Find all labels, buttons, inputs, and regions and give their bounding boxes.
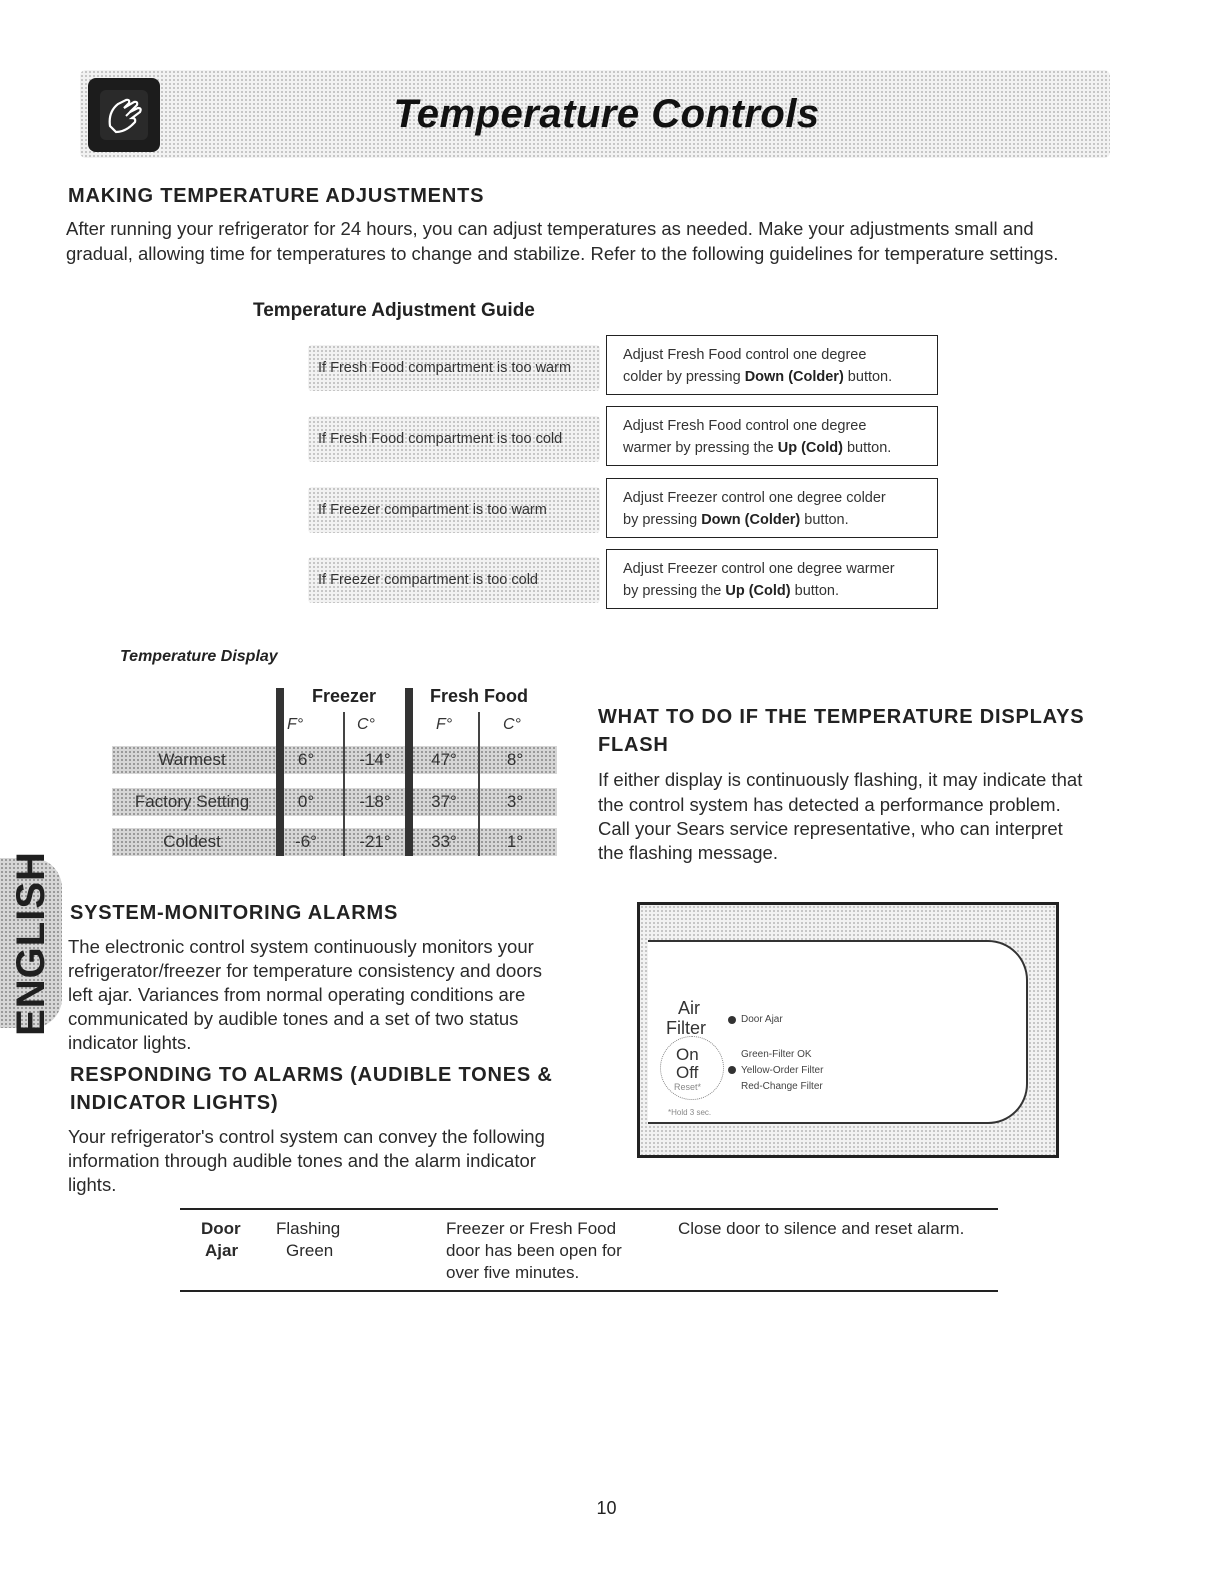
alarms-line-3: left ajar. Variances from normal operating conditions are [68, 984, 526, 1005]
guide-condition-2: If Fresh Food compartment is too cold [308, 416, 600, 462]
language-tab-label: ENGLISH [8, 850, 53, 1036]
alarm-indicator: Flashing Green [276, 1219, 341, 1260]
display-row-factory-setting: Factory Setting 0° -18° 37° 3° [112, 788, 557, 816]
page-number: 10 [596, 1498, 617, 1518]
table-divider-line [478, 712, 480, 856]
yellow-filter-label: Yellow-Order Filter [741, 1065, 824, 1076]
alarms-line-2: refrigerator/freezer for temperature consistency and doors [68, 960, 543, 981]
fresh-food-header: Fresh Food [430, 686, 528, 706]
reset-label: Reset* [674, 1082, 702, 1092]
guide-condition-1: If Fresh Food compartment is too warm [308, 345, 600, 391]
temperature-display-label: Temperature Display [120, 648, 278, 665]
table-divider-bar [276, 688, 284, 856]
responding-line-3: lights. [68, 1174, 117, 1195]
flash-line-1: If either display is continuously flashing, it may indicate that [598, 769, 1083, 790]
alarms-line-4: communicated by audible tones and a set of two status [68, 1008, 519, 1029]
alarm-action: Close door to silence and reset alarm. [678, 1219, 965, 1238]
flash-line-4: the flashing message. [598, 842, 778, 863]
fresh-food-unit-f: F° [436, 716, 453, 733]
guide-title: Temperature Adjustment Guide [253, 300, 535, 321]
flash-heading-line-1: WHAT TO DO IF THE TEMPERATURE DISPLAYS [598, 706, 1085, 728]
adjustments-line-2: gradual, allowing time for temperatures to change and stabilize. Refer to the following guidelines for temperature settings. [66, 243, 1059, 264]
alarms-heading: SYSTEM-MONITORING ALARMS [70, 902, 399, 924]
responding-line-1: Your refrigerator's control system can convey the following [68, 1126, 545, 1147]
freezer-unit-f: F° [287, 716, 304, 733]
responding-heading-line-2: INDICATOR LIGHTS) [70, 1092, 279, 1114]
freezer-unit-c: C° [357, 716, 375, 733]
table-divider-bar [405, 688, 413, 856]
alarms-line-1: The electronic control system continuously monitors your [68, 936, 534, 957]
alarm-table-top-rule [180, 1208, 998, 1210]
flash-heading-line-2: FLASH [598, 734, 669, 756]
air-filter-label: Air Filter [666, 998, 706, 1038]
freezer-header: Freezer [312, 686, 377, 706]
guide-condition-4: If Freezer compartment is too cold [308, 557, 600, 603]
guide-action-2: Adjust Fresh Food control one degree warmer by pressing the Up (Cold) button. [606, 406, 938, 466]
alarms-line-5: indicator lights. [68, 1032, 192, 1053]
hold-note: *Hold 3 sec. [668, 1108, 712, 1117]
guide-action-1: Adjust Fresh Food control one degree colder by pressing Down (Colder) button. [606, 335, 938, 395]
on-off-label: On Off [676, 1045, 699, 1082]
filter-status-indicator-icon [728, 1066, 736, 1074]
responding-heading-line-1: RESPONDING TO ALARMS (AUDIBLE TONES & [70, 1064, 553, 1086]
door-ajar-label: Door Ajar [741, 1014, 783, 1025]
fresh-food-unit-c: C° [503, 716, 521, 733]
flash-line-3: Call your Sears service representative, who can interpret [598, 818, 1063, 839]
display-row-coldest: Coldest -6° -21° 33° 1° [112, 828, 557, 856]
table-divider-line [343, 712, 345, 856]
guide-action-4: Adjust Freezer control one degree warmer by pressing the Up (Cold) button. [606, 549, 938, 609]
alarm-cause: Freezer or Fresh Food door has been open for over five minutes. [446, 1219, 622, 1282]
adjustments-line-1: After running your refrigerator for 24 hours, you can adjust temperatures as needed. Make your adjustments small and [66, 218, 1034, 239]
page-title: Temperature Controls [393, 92, 820, 136]
door-ajar-indicator-icon [728, 1016, 736, 1024]
guide-action-3: Adjust Freezer control one degree colder by pressing Down (Colder) button. [606, 478, 938, 538]
adjustments-heading: MAKING TEMPERATURE ADJUSTMENTS [68, 185, 485, 207]
green-filter-label: Green-Filter OK [741, 1049, 812, 1060]
alarm-type: Door Ajar [201, 1219, 241, 1260]
display-row-warmest: Warmest 6° -14° 47° 8° [112, 746, 557, 774]
responding-line-2: information through audible tones and the alarm indicator [68, 1150, 536, 1171]
flash-line-2: the control system has detected a performance problem. [598, 794, 1061, 815]
alarm-table-bottom-rule [180, 1290, 998, 1292]
guide-condition-3: If Freezer compartment is too warm [308, 487, 600, 533]
red-filter-label: Red-Change Filter [741, 1081, 823, 1092]
